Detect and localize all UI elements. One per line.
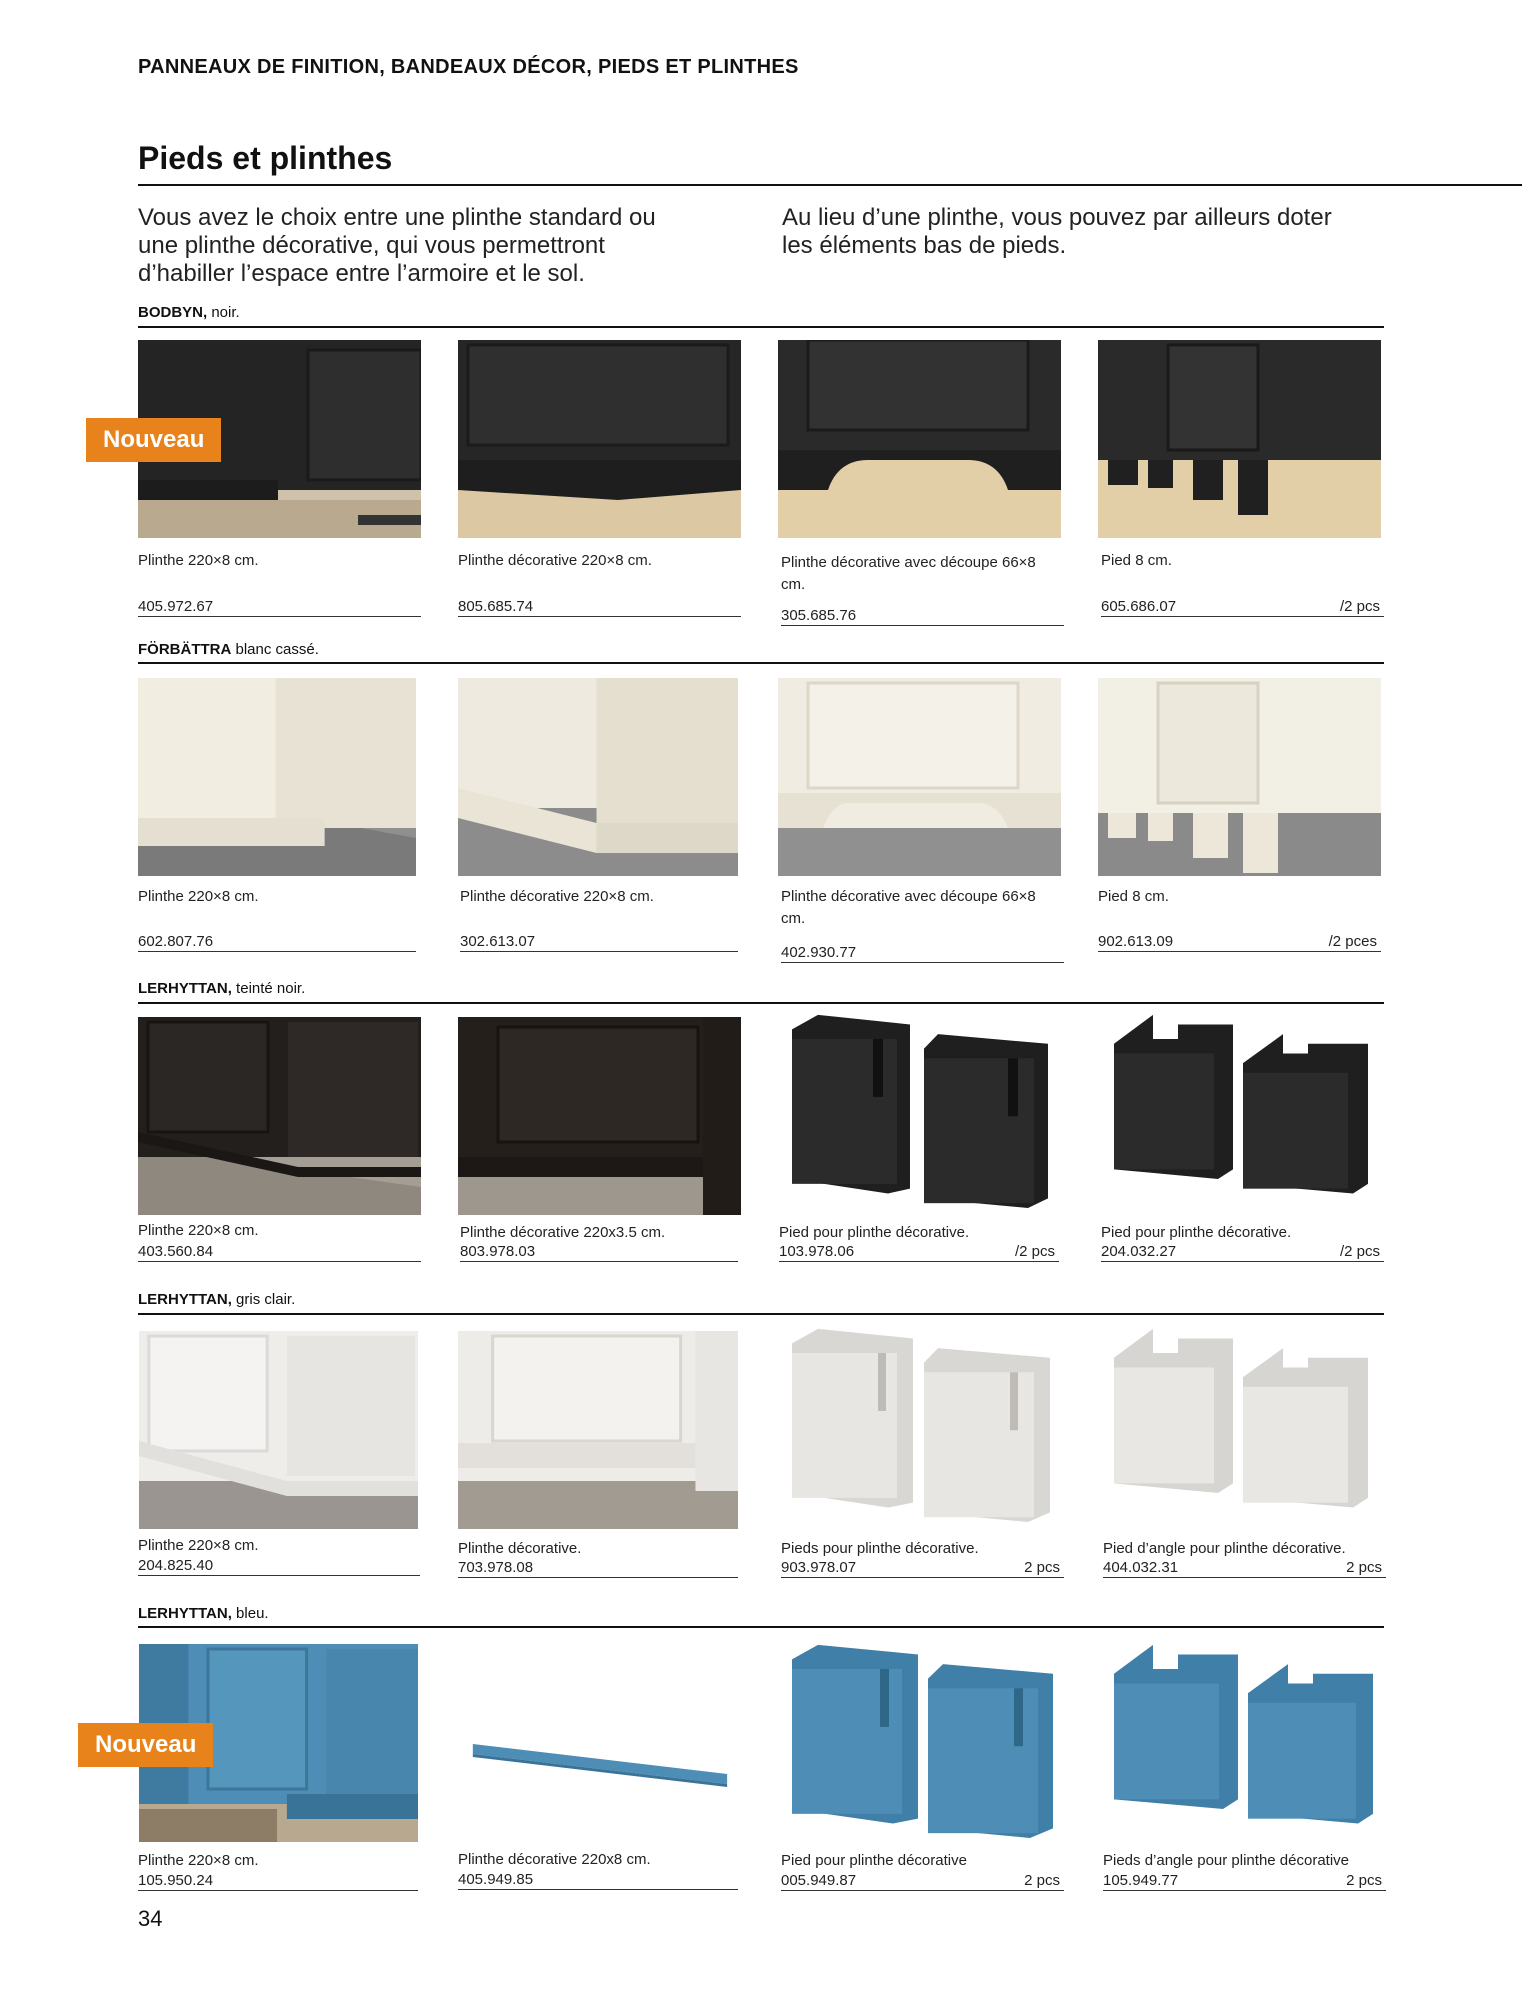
product-description: Plinthe 220×8 cm. xyxy=(138,888,259,905)
pack-quantity: /2 pcs xyxy=(1014,1243,1055,1260)
article-number-row xyxy=(1103,1872,1386,1891)
product-description: Plinthe décorative 220×8 cm. xyxy=(460,888,654,905)
section-label-forbattra xyxy=(138,641,319,658)
article-number-row xyxy=(458,1559,738,1578)
product-image-leg[interactable] xyxy=(1098,340,1381,538)
product-image-cutout-plinth[interactable] xyxy=(778,340,1061,538)
page-number: 34 xyxy=(138,1906,163,1931)
series-name: LERHYTTAN, xyxy=(138,980,232,997)
section-label-bodbyn xyxy=(138,304,240,321)
article-number: 803.978.03 xyxy=(460,1243,536,1260)
series-finish: noir. xyxy=(207,304,240,321)
product-image-decorative-plinth[interactable] xyxy=(458,1644,738,1842)
title-divider xyxy=(138,184,1522,186)
series-finish: blanc cassé. xyxy=(231,641,319,658)
product-image-leg-pair[interactable] xyxy=(778,1010,1061,1208)
pack-quantity xyxy=(737,598,741,615)
product-description: Pied 8 cm. xyxy=(1098,888,1169,905)
section-divider xyxy=(138,1626,1384,1628)
product-image-leg-pair[interactable] xyxy=(778,1324,1061,1522)
product-description: Pieds pour plinthe décorative. xyxy=(781,1540,979,1557)
pack-quantity: /2 pces xyxy=(1328,933,1377,950)
pack-quantity xyxy=(1060,607,1064,624)
article-number-row xyxy=(138,598,421,617)
article-number-row xyxy=(458,598,741,617)
new-badge: Nouveau xyxy=(78,1723,213,1767)
article-number-row xyxy=(1101,1243,1384,1262)
article-number-row xyxy=(1098,933,1381,952)
article-number: 605.686.07 xyxy=(1101,598,1177,615)
product-description: Plinthe décorative 220x3.5 cm. xyxy=(460,1224,666,1241)
pack-quantity xyxy=(1060,944,1064,961)
product-description: Plinthe décorative 220×8 cm. xyxy=(458,552,652,569)
product-image-decorative-plinth[interactable] xyxy=(458,1017,741,1215)
product-image-decorative-plinth[interactable] xyxy=(458,340,741,538)
article-number: 805.685.74 xyxy=(458,598,534,615)
new-badge: Nouveau xyxy=(86,418,221,462)
pack-quantity: 2 pcs xyxy=(1024,1559,1060,1576)
page-kicker: PANNEAUX DE FINITION, BANDEAUX DÉCOR, PIEDS ET PLINTHES xyxy=(138,56,799,78)
article-number: 204.032.27 xyxy=(1101,1243,1177,1260)
article-number-row xyxy=(458,1871,738,1890)
article-number: 403.560.84 xyxy=(138,1243,214,1260)
section-label-lerhyttan-black xyxy=(138,980,305,997)
section-divider xyxy=(138,1002,1384,1004)
intro-right: Au lieu d’une plinthe, vous pouvez par ailleurs doter les éléments bas de pieds. xyxy=(782,204,1332,259)
article-number: 204.825.40 xyxy=(138,1557,214,1574)
article-number: 405.972.67 xyxy=(138,598,214,615)
article-number: 105.949.77 xyxy=(1103,1872,1179,1889)
product-image-cutout-plinth[interactable] xyxy=(778,678,1061,876)
product-image-plinth[interactable] xyxy=(138,1017,421,1215)
series-finish: teinté noir. xyxy=(231,980,306,997)
product-image-corner-leg-pair[interactable] xyxy=(1098,1640,1381,1838)
article-number-row xyxy=(781,944,1064,963)
article-number-row xyxy=(781,607,1064,626)
product-description: Pied pour plinthe décorative. xyxy=(779,1224,970,1241)
product-description: Plinthe 220×8 cm. xyxy=(138,1852,259,1869)
pack-quantity xyxy=(734,1871,738,1888)
article-number: 305.685.76 xyxy=(781,607,857,624)
product-description: Plinthe 220×8 cm. xyxy=(138,1222,259,1239)
series-name: LERHYTTAN, xyxy=(138,1605,232,1622)
section-divider xyxy=(138,1313,1384,1315)
article-number-row xyxy=(460,933,738,952)
product-image-decorative-plinth[interactable] xyxy=(458,1331,738,1529)
section-label-lerhyttan-grey xyxy=(138,1291,295,1308)
product-image-leg-pair[interactable] xyxy=(778,1640,1061,1838)
product-image-plinth[interactable] xyxy=(139,1331,418,1529)
pack-quantity xyxy=(412,933,416,950)
article-number: 105.950.24 xyxy=(138,1872,214,1889)
product-description: Pied 8 cm. xyxy=(1101,552,1172,569)
product-description: Plinthe 220×8 cm. xyxy=(138,1537,259,1554)
pack-quantity xyxy=(414,1872,418,1889)
series-name: LERHYTTAN, xyxy=(138,1291,232,1308)
article-number: 005.949.87 xyxy=(781,1872,857,1889)
product-image-corner-leg-pair[interactable] xyxy=(1098,1324,1381,1522)
article-number: 302.613.07 xyxy=(460,933,536,950)
article-number-row xyxy=(138,933,416,952)
pack-quantity: 2 pcs xyxy=(1346,1559,1382,1576)
series-finish: bleu. xyxy=(231,1605,269,1622)
product-description: Pied d’angle pour plinthe décorative. xyxy=(1103,1540,1346,1557)
article-number-row xyxy=(138,1243,421,1262)
product-description: Plinthe décorative avec découpe 66×8 cm. xyxy=(781,888,1036,927)
article-number: 404.032.31 xyxy=(1103,1559,1179,1576)
article-number: 402.930.77 xyxy=(781,944,857,961)
article-number: 703.978.08 xyxy=(458,1559,534,1576)
section-divider xyxy=(138,662,1384,664)
article-number: 103.978.06 xyxy=(779,1243,855,1260)
article-number-row xyxy=(1101,598,1384,617)
product-image-corner-leg-pair[interactable] xyxy=(1098,1010,1381,1208)
article-number: 405.949.85 xyxy=(458,1871,534,1888)
product-description: Pied pour plinthe décorative. xyxy=(1101,1224,1292,1241)
product-description: Pieds d’angle pour plinthe décorative xyxy=(1103,1852,1349,1869)
section-label-lerhyttan-blue xyxy=(138,1605,269,1622)
product-description: Plinthe décorative avec découpe 66×8 cm. xyxy=(781,554,1036,593)
product-image-plinth[interactable] xyxy=(138,678,416,876)
article-number-row xyxy=(779,1243,1059,1262)
pack-quantity: 2 pcs xyxy=(1024,1872,1060,1889)
intro-left: Vous avez le choix entre une plinthe standard ou une plinthe décorative, qui vous permettront d’habiller l’espace entre l’armoire et le sol. xyxy=(138,204,656,287)
product-image-leg[interactable] xyxy=(1098,678,1381,876)
pack-quantity xyxy=(734,933,738,950)
article-number-row xyxy=(781,1872,1064,1891)
pack-quantity xyxy=(417,1243,421,1260)
pack-quantity xyxy=(734,1243,738,1260)
pack-quantity: /2 pcs xyxy=(1339,1243,1380,1260)
article-number-row xyxy=(138,1557,420,1576)
product-description: Plinthe décorative 220x8 cm. xyxy=(458,1851,651,1868)
pack-quantity xyxy=(416,1557,420,1574)
series-name: FÖRBÄTTRA xyxy=(138,641,232,658)
article-number-row xyxy=(460,1243,738,1262)
series-finish: gris clair. xyxy=(231,1291,296,1308)
article-number: 902.613.09 xyxy=(1098,933,1174,950)
article-number-row xyxy=(781,1559,1064,1578)
product-image-decorative-plinth[interactable] xyxy=(458,678,738,876)
pack-quantity xyxy=(417,598,421,615)
article-number-row xyxy=(138,1872,418,1891)
article-number-row xyxy=(1103,1559,1386,1578)
section-divider xyxy=(138,326,1384,328)
page-title: Pieds et plinthes xyxy=(138,140,393,176)
product-description: Pied pour plinthe décorative xyxy=(781,1852,967,1869)
pack-quantity: 2 pcs xyxy=(1346,1872,1382,1889)
series-name: BODBYN, xyxy=(138,304,208,321)
pack-quantity: /2 pcs xyxy=(1339,598,1380,615)
article-number: 602.807.76 xyxy=(138,933,214,950)
product-description: Plinthe décorative. xyxy=(458,1540,582,1557)
product-description: Plinthe 220×8 cm. xyxy=(138,552,259,569)
pack-quantity xyxy=(734,1559,738,1576)
article-number: 903.978.07 xyxy=(781,1559,857,1576)
